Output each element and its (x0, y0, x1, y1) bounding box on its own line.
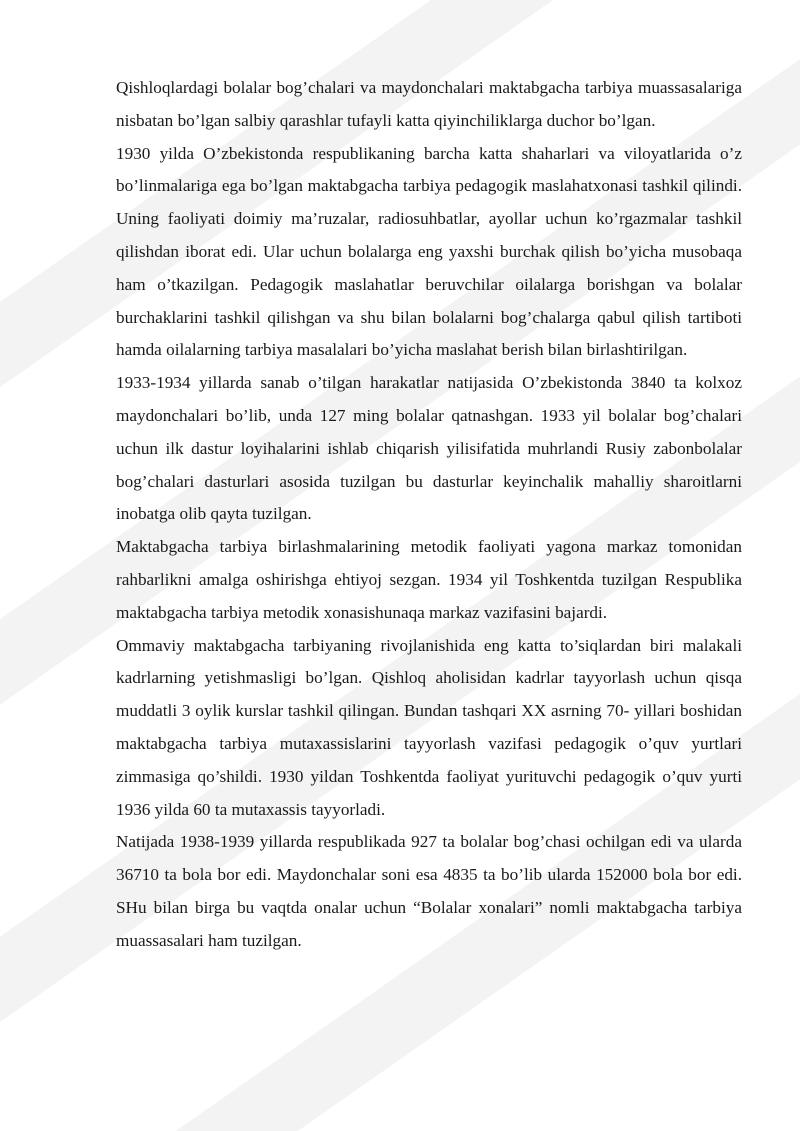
paragraph: 1933-1934 yillarda sanab o’tilgan harakatlar natijasida O’zbekistonda 3840 ta kolxoz maydonchalari bo’lib, unda 127 ming bolalar qatnashgan. 1933 yil bolalar bog’chalari uchun ilk dastur loyihalarini ishlab chiqarish yilisifatida muhrlandi Rusiy zabonbolalar bog’chalari dasturlari asosida tuzilgan bu dasturlar keyinchalik mahalliy sharoitlarni inobatga olib qayta tuzilgan. (116, 373, 742, 524)
paragraph: Qishloqlardagi bolalar bog’chalari va maydonchalari maktabgacha tarbiya muassasalariga nisbatan bo’lgan salbiy qarashlar tufayli katta qiyinchiliklarga duchor bo’lgan. (116, 78, 742, 130)
document-body (116, 72, 742, 958)
paragraph: Ommaviy maktabgacha tarbiyaning rivojlanishida eng katta to’siqlardan biri malakali kadrlarning yetishmasligi bo’lgan. Qishloq aholisidan kadrlar tayyorlash uchun qisqa muddatli 3 oylik kurslar tashkil qilingan. Bundan tashqari XX asrning 70- yillari boshidan maktabgacha tarbiya mutaxassislarini tayyorlash vazifasi pedagogik o’quv yurtlari zimmasiga qo’shildi. 1930 yildan Toshkentda faoliyat yurituvchi pedagogik o’quv yurti 1936 yilda 60 ta mutaxassis tayyorladi. (116, 635, 742, 819)
paragraph: Natijada 1938-1939 yillarda respublikada 927 ta bolalar bog’chasi ochilgan edi va ularda 36710 ta bola bor edi. Maydonchalar soni esa 4835 ta bo’lib ularda 152000 bola bor edi. SHu bilan birga bu vaqtda onalar uchun “Bolalar xonalari” nomli maktabgacha tarbiya muassasalari ham tuzilgan. (116, 832, 742, 950)
paragraph: Maktabgacha tarbiya birlashmalarining metodik faoliyati yagona markaz tomonidan rahbarlikni amalga oshirishga ehtiyoj sezgan. 1934 yil Toshkentda tuzilgan Respublika maktabgacha tarbiya metodik xonasishunaqa markaz vazifasini bajardi. (116, 537, 742, 622)
paragraph: 1930 yilda O’zbekistonda respublikaning barcha katta shaharlari va viloyatlarida o’z bo’linmalariga ega bo’lgan maktabgacha tarbiya pedagogik maslahatxonasi tashkil qilindi. Uning faoliyati doimiy ma’ruzalar, radiosuhbatlar, ayollar uchun ko’rgazmalar tashkil qilishdan iborat edi. Ular uchun bolalarga eng yaxshi burchak qilish bo’yicha musobaqa ham o’tkazilgan. Pedagogik maslahatlar beruvchilar oilalarga borishgan va bolalar burchaklarini tashkil qilishgan va shu bilan bolalarni bog’chalarga qabul qilish tartiboti hamda oilalarning tarbiya masalalari bo’yicha maslahat berish bilan birlashtirilgan. (116, 143, 742, 360)
